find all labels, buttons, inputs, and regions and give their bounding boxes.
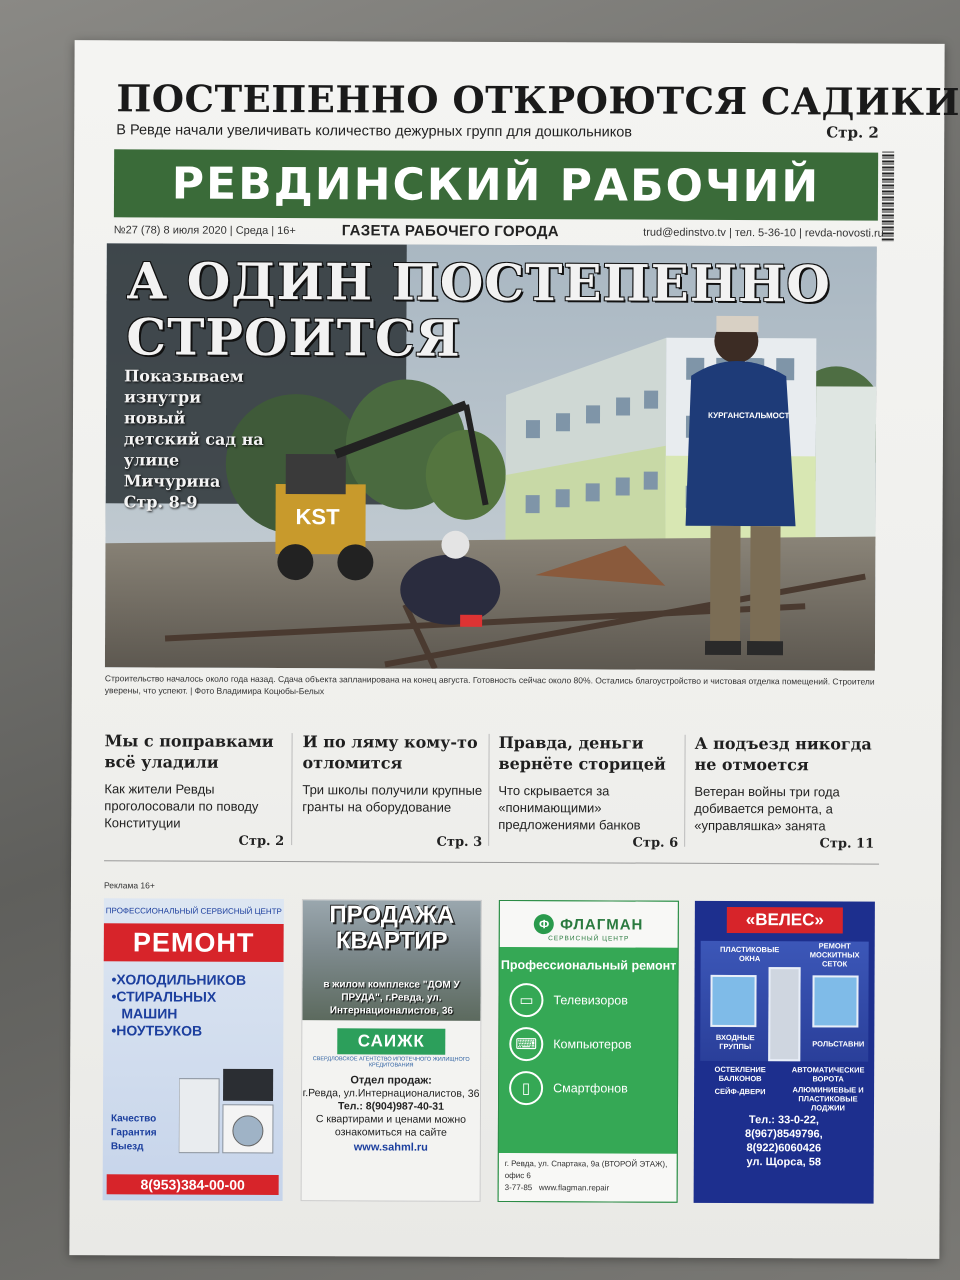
laptop-icon: ⌨ [509,1027,543,1061]
story-2 [302,731,483,850]
masthead [114,149,878,220]
excavator-brand: KSТ [295,504,340,530]
top-teaser-headline: ПОСТЕПЕННО ОТКРОЮТСЯ САДИКИ [116,76,960,124]
ad3-contacts [505,1182,671,1195]
story-text: Три школы получили крупные гранты на оборудование [302,782,483,815]
ad3-subname: СЕРВИСНЫЙ ЦЕНТР [548,935,630,943]
ad3-site: www.flagman.repair [538,1183,610,1193]
ad1-top: ПРОФЕССИОНАЛЬНЫЙ СЕРВИСНЫЙ ЦЕНТР [105,906,282,917]
ad1-title: РЕМОНТ [104,923,284,962]
ad3-name: ФЛАГМАН [560,915,644,934]
newspaper-name: РЕВДИНСКИЙ РАБОЧИЙ [171,158,821,212]
ad2-title-line: КВАРТИР [335,927,448,955]
tv-icon: ▭ [509,983,543,1017]
lead-headline-line-2: СТРОИТСЯ [126,307,461,368]
ad3-item-label: Компьютеров [553,1037,632,1052]
top-teaser-subline: В Ревде начали увеличивать количество дежурных групп для дошкольников [116,122,633,141]
ad1-features [111,1112,157,1154]
lead-teaser: Показываем изнутри новый детский сад на улице Мичурина Стр. 8-9 [123,366,264,512]
ad2-photo [302,900,481,1021]
ad3-address: г. Ревда, ул. Спартака, 9а (ВТОРОЙ ЭТАЖ), офис 6 [504,1158,668,1181]
photo-caption: Строительство началось около года назад. Сдача объекта запланирована на конец августа. Готовность сейчас около 80%. Остались благоустройство и чистовая отделка помещений. Строители уверены, что успеют. | Фото Владимира Коцюбы-Белых [104,673,875,697]
ad3-footer [499,1153,677,1202]
ad4-contact: 8(922)6060426 [746,1142,822,1155]
ad4-house [700,941,869,1062]
smartphone-icon: ▯ [509,1071,543,1105]
ad2-logo-sub: СВЕРДЛОВСКОЕ АГЕНТСТВО ИПОТЕЧНОГО ЖИЛИЩНОГО КРЕДИТОВАНИЯ [312,1056,470,1069]
window-icon [812,975,858,1027]
ad2-phone: Тел.: 8(904)987-40-31 [337,1100,445,1113]
masthead-infoline [114,220,884,245]
ad3-phone: 3-77-85 [504,1182,533,1193]
ad4-contacts [694,1113,874,1170]
ad3-item-label: Смартфонов [553,1081,628,1096]
ads-label: Реклама 16+ [103,880,155,891]
section-divider [104,860,879,864]
ad1-item: •ХОЛОДИЛЬНИКОВ [111,971,247,988]
issue-info: №27 (78) 8 июля 2020 | Среда | 16+ [113,224,296,238]
flag-icon: Ф [534,914,554,934]
story-text: Ветеран войны три года добивается ремонта, а «управляшка» занята [694,783,840,834]
ad4-label: ПЛАСТИКОВЫЕ ОКНА [720,944,780,964]
ad1-phone: 8(953)384-00-00 [107,1174,279,1195]
ad4-label: АЛЮМИНИЕВЫЕ И ПЛАСТИКОВЫЕ ЛОДЖИИ [792,1085,864,1113]
ad4-label: РОЛЬСТАВНИ [812,1039,865,1049]
ad1-list [111,971,283,1040]
ad3-item [509,983,677,1018]
ad4-title: «ВЕЛЕС» [727,907,843,934]
ad4-label: РЕМОНТ МОСКИТНЫХ СЕТОК [809,941,860,969]
story-text: Как жители Ревды проголосовали по поводу Конституции [104,781,259,831]
ad2-title-line: ПРОДАЖА [329,901,455,929]
story-page: Стр. 3 [436,834,483,850]
ad4-label: ВХОДНЫЕ ГРУППЫ [715,1032,755,1052]
ad4-contact: ул. Щорса, 58 [746,1156,822,1169]
jacket-logo: КУРГАНСТАЛЬМОСТ [708,410,790,421]
ad2-office-address: г.Ревда, ул.Интернационалистов, 36 [302,1087,480,1100]
ad3-item [509,1027,677,1062]
ad-repair-service [103,898,284,1201]
ad3-item [509,1071,677,1106]
ad4-contact: 8(967)8549796, [745,1128,823,1141]
ad2-office-title: Отдел продаж: [350,1074,432,1087]
newspaper-motto: ГАЗЕТА РАБОЧЕГО ГОРОДА [341,222,559,241]
door-icon [768,967,800,1061]
story-3 [498,732,679,851]
story-4 [694,733,875,852]
newspaper-page [69,40,960,1259]
story-headline: Правда, деньги вернёте сторицей [498,732,666,774]
ad4-label: АВТОМАТИЧЕСКИЕ ВОРОТА [791,1065,865,1084]
ad2-logo: САИЖК [337,1028,445,1054]
story-page: Стр. 6 [632,835,679,851]
ad2-sub: в жилом комплексе "ДОМ У ПРУДА", г.Ревда, ул. Интернационалистов, 36 [323,979,460,1017]
ad1-item: МАШИН [121,1005,178,1022]
story-page: Стр. 11 [819,836,875,852]
ad3-item-label: Телевизоров [553,993,628,1008]
ad-apartments [301,899,482,1202]
story-headline: А подъезд никогда не отмоется [694,733,872,775]
story-text: Что скрывается за «понимающими» предложениями банков [498,782,641,833]
ad4-contact: Тел.: 33-0-22, [748,1114,819,1127]
story-headline: И по ляму кому-то отломится [302,732,478,773]
appliances-icon [179,1069,275,1155]
lead-headline-line-1: А ОДИН ПОСТЕПЕННО [126,251,832,314]
ad1-feature: Качество [110,1113,157,1125]
ad2-office [302,1074,480,1140]
ad2-title [303,902,481,955]
story-headline: Мы с поправками всё уладили [104,731,274,772]
ad3-logo [500,901,678,948]
ad-veles [694,901,875,1204]
ad2-site: www.sahml.ru [353,1141,428,1154]
lead-photo [105,243,877,670]
lead-headline [126,253,831,368]
story-page: Стр. 2 [238,833,285,850]
ad-flagman [498,900,679,1203]
window-icon [710,975,756,1027]
story-1 [104,730,285,849]
ad2-note: С квартирами и ценами можно ознакомиться на сайте [315,1113,467,1139]
ad4-label: ОСТЕКЛЕНИЕ БАЛКОНОВ [714,1064,766,1084]
ad1-feature: Гарантия [110,1127,157,1139]
ad1-item: •НОУТБУКОВ [111,1022,203,1039]
ad3-headline: Профессиональный ремонт [500,957,677,973]
top-teaser-page: Стр. 2 [826,123,879,142]
ad1-feature: Выезд [110,1141,144,1153]
ad1-item: •СТИРАЛЬНЫХ [111,988,217,1005]
newspaper-contacts: trud@edinstvo.tv | тел. 5-36-10 | revda-novosti.ru [643,226,884,240]
ad4-label: СЕЙФ-ДВЕРИ [714,1086,766,1097]
